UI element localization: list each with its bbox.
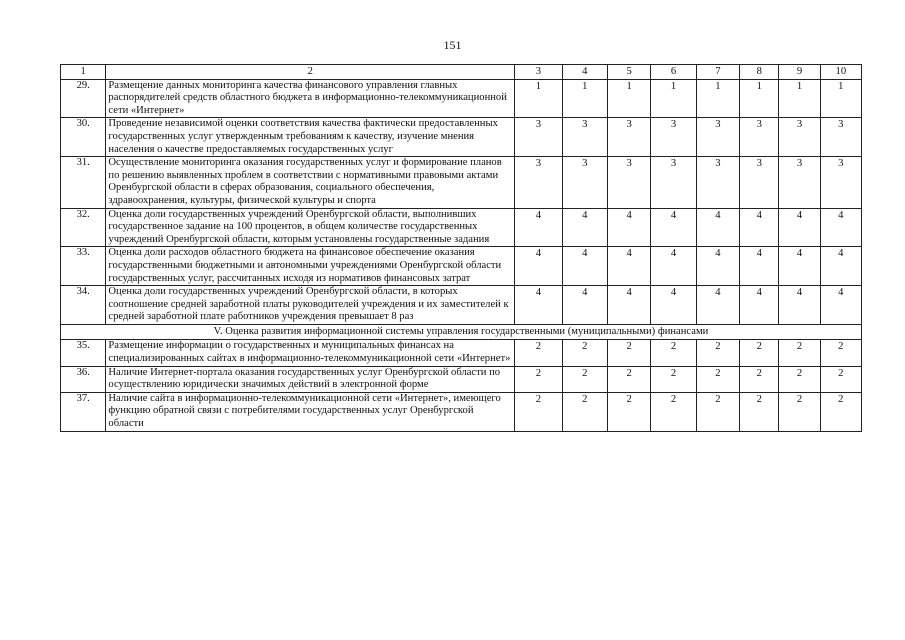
row-value: 2 (515, 366, 562, 392)
table-row (61, 340, 862, 366)
row-value: 2 (562, 366, 607, 392)
row-value: 3 (608, 118, 651, 157)
column-header: 9 (779, 65, 820, 80)
row-value: 1 (779, 79, 820, 118)
row-number: 30. (61, 118, 106, 157)
row-value: 2 (820, 392, 861, 431)
row-value: 2 (779, 340, 820, 366)
column-header: 5 (608, 65, 651, 80)
row-value: 4 (779, 208, 820, 247)
row-value: 2 (779, 392, 820, 431)
column-header: 6 (651, 65, 696, 80)
row-value: 4 (608, 286, 651, 325)
row-value: 4 (740, 286, 779, 325)
row-value: 3 (740, 157, 779, 208)
section-row (61, 324, 862, 340)
table-row (61, 208, 862, 247)
row-value: 2 (696, 340, 739, 366)
row-value: 1 (515, 79, 562, 118)
row-value: 3 (820, 157, 861, 208)
row-description: Осуществление мониторинга оказания государственных услуг и формирование планов по решению выявленных проблем в соответствии с нормативными правовыми актами Оренбургской области в сферах образования, социального обеспечения, здравоохранения, культуры, физической культуры и спорта (106, 157, 515, 208)
row-value: 3 (608, 157, 651, 208)
row-value: 2 (696, 392, 739, 431)
row-number: 34. (61, 286, 106, 325)
row-value: 3 (515, 157, 562, 208)
row-value: 2 (515, 340, 562, 366)
row-value: 3 (562, 118, 607, 157)
row-value: 1 (608, 79, 651, 118)
row-value: 2 (740, 392, 779, 431)
row-number: 31. (61, 157, 106, 208)
row-number: 35. (61, 340, 106, 366)
column-header: 8 (740, 65, 779, 80)
row-value: 2 (651, 366, 696, 392)
table-row (61, 392, 862, 431)
row-value: 4 (515, 247, 562, 286)
table-row (61, 366, 862, 392)
row-value: 3 (740, 118, 779, 157)
row-value: 2 (740, 366, 779, 392)
row-value: 4 (608, 247, 651, 286)
row-value: 4 (740, 208, 779, 247)
row-value: 4 (651, 247, 696, 286)
table-row (61, 286, 862, 325)
row-value: 2 (608, 340, 651, 366)
row-value: 3 (651, 118, 696, 157)
row-value: 4 (696, 208, 739, 247)
table-row (61, 79, 862, 118)
row-value: 2 (651, 392, 696, 431)
row-number: 29. (61, 79, 106, 118)
row-value: 2 (820, 366, 861, 392)
row-value: 2 (820, 340, 861, 366)
indicator-table (60, 64, 862, 432)
column-header: 1 (61, 65, 106, 80)
row-description: Размещение информации о государственных и муниципальных финансах на специализированных сайтах в информационно-телекоммуникационной сети «Интернет» (106, 340, 515, 366)
row-description: Оценка доли расходов областного бюджета на финансовое обеспечение оказания государственными бюджетными и автономными учреждениями Оренбургской области государственных услуг, рассчитанных исходя из нормативов финансовых затрат (106, 247, 515, 286)
row-value: 2 (515, 392, 562, 431)
row-value: 2 (696, 366, 739, 392)
row-value: 3 (820, 118, 861, 157)
row-value: 4 (562, 208, 607, 247)
row-value: 4 (820, 286, 861, 325)
row-value: 1 (740, 79, 779, 118)
row-value: 3 (696, 118, 739, 157)
row-value: 4 (779, 286, 820, 325)
column-header: 2 (106, 65, 515, 80)
column-header: 7 (696, 65, 739, 80)
column-header: 4 (562, 65, 607, 80)
page-number: 151 (443, 38, 462, 52)
row-number: 33. (61, 247, 106, 286)
row-value: 1 (651, 79, 696, 118)
row-number: 37. (61, 392, 106, 431)
row-value: 4 (820, 208, 861, 247)
column-header: 10 (820, 65, 861, 80)
row-value: 3 (562, 157, 607, 208)
row-value: 4 (651, 286, 696, 325)
row-value: 4 (562, 286, 607, 325)
section-title: V. Оценка развития информационной системы управления государственными (муниципальными) финансами (61, 324, 862, 340)
row-value: 3 (515, 118, 562, 157)
row-description: Оценка доли государственных учреждений Оренбургской области, в которых соотношение средней заработной платы руководителей учреждения и их заместителей к средней заработной плате работников учреждения превышает 8 раз (106, 286, 515, 325)
row-value: 4 (515, 286, 562, 325)
row-value: 4 (740, 247, 779, 286)
row-value: 2 (779, 366, 820, 392)
row-value: 3 (779, 157, 820, 208)
table-row (61, 247, 862, 286)
header-row (61, 65, 862, 80)
row-value: 3 (779, 118, 820, 157)
row-value: 2 (651, 340, 696, 366)
row-value: 1 (562, 79, 607, 118)
row-value: 4 (562, 247, 607, 286)
row-description: Размещение данных мониторинга качества финансового управления главных распорядителей средств областного бюджета в информационно-телекоммуникационной сети «Интернет» (106, 79, 515, 118)
row-description: Проведение независимой оценки соответствия качества фактически предоставленных государственных услуг утвержденным требованиям к качеству, изучение мнения населения о качестве предоставляемых государственных услуг (106, 118, 515, 157)
row-number: 36. (61, 366, 106, 392)
row-value: 2 (608, 366, 651, 392)
row-number: 32. (61, 208, 106, 247)
row-value: 3 (651, 157, 696, 208)
column-header: 3 (515, 65, 562, 80)
row-value: 4 (779, 247, 820, 286)
row-value: 4 (696, 286, 739, 325)
table-row (61, 157, 862, 208)
row-value: 2 (608, 392, 651, 431)
row-value: 4 (515, 208, 562, 247)
row-value: 1 (820, 79, 861, 118)
row-value: 2 (740, 340, 779, 366)
row-value: 4 (696, 247, 739, 286)
row-value: 1 (696, 79, 739, 118)
row-value: 2 (562, 340, 607, 366)
row-value: 4 (608, 208, 651, 247)
row-description: Наличие Интернет-портала оказания государственных услуг Оренбургской области по осуществлению юридически значимых действий в электронной форме (106, 366, 515, 392)
row-description: Оценка доли государственных учреждений Оренбургской области, выполнивших государственное задание на 100 процентов, в общем количестве государственных учреждений Оренбургской области, которым установлены государственные задания (106, 208, 515, 247)
table-row (61, 118, 862, 157)
row-value: 4 (651, 208, 696, 247)
row-value: 4 (820, 247, 861, 286)
row-value: 3 (696, 157, 739, 208)
row-description: Наличие сайта в информационно-телекоммуникационной сети «Интернет», имеющего функцию обратной связи с потребителями государственных услуг Оренбургской области (106, 392, 515, 431)
row-value: 2 (562, 392, 607, 431)
